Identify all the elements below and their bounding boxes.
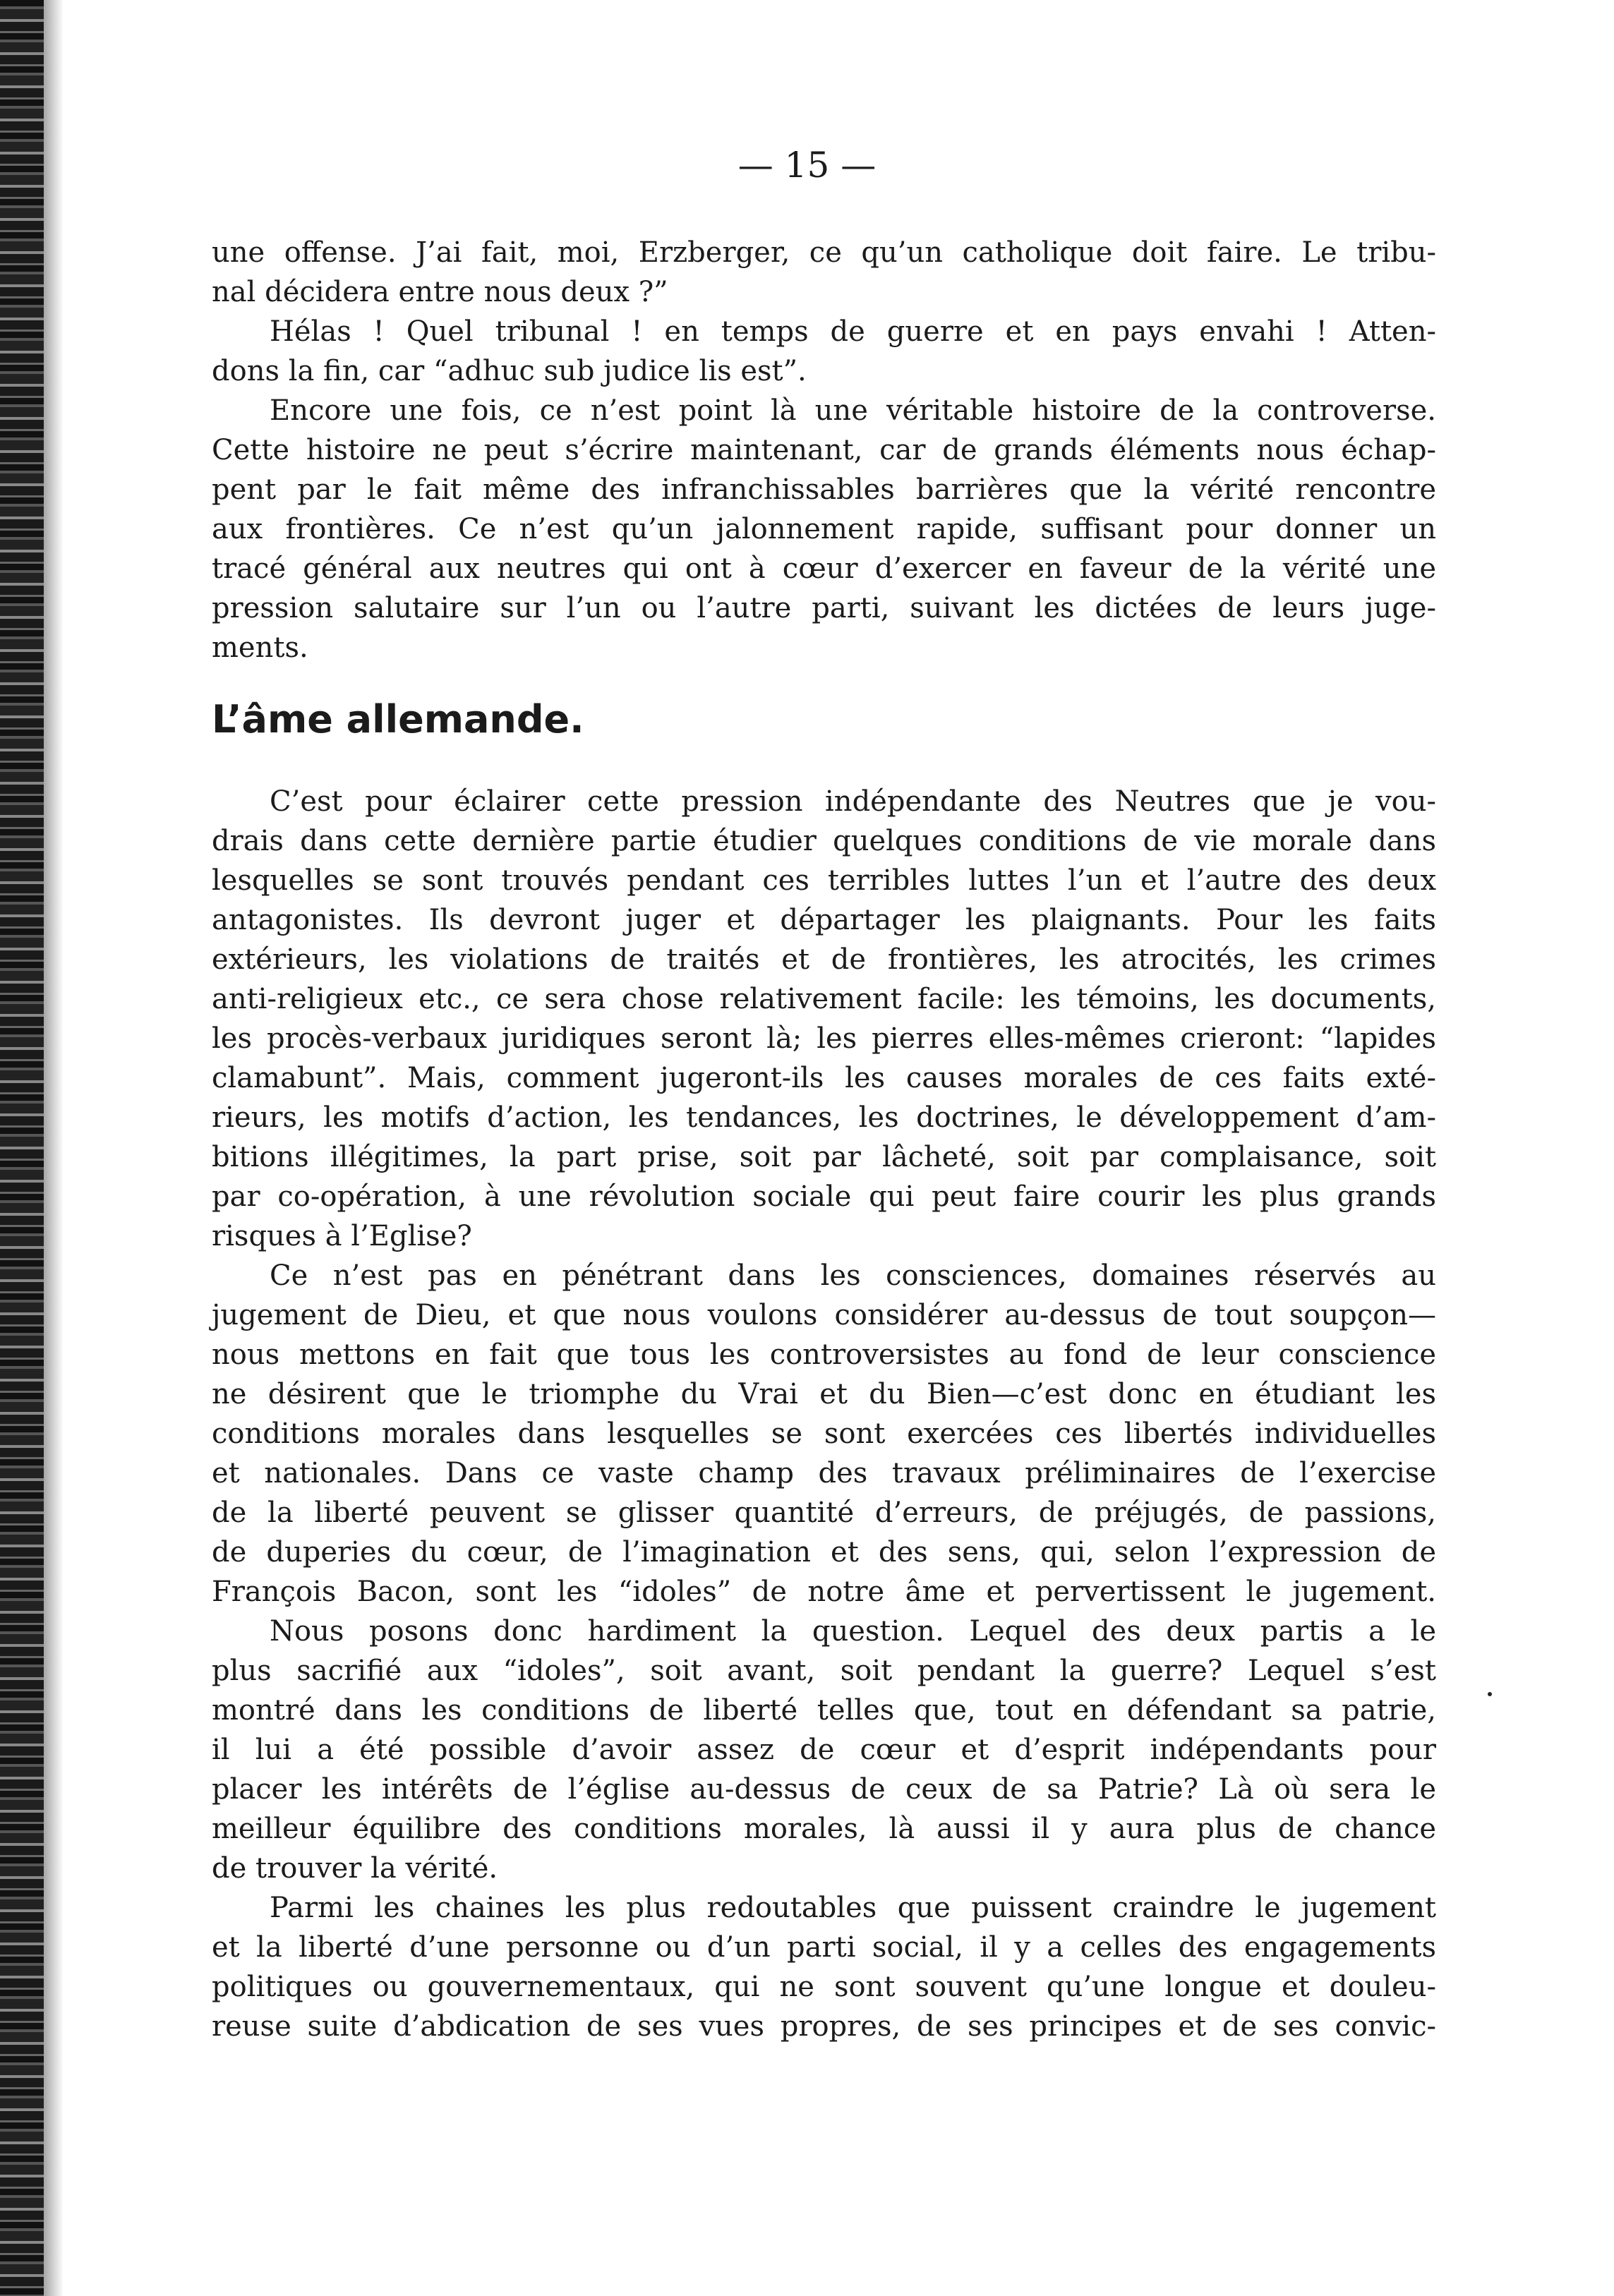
binding-shadow (44, 0, 64, 2296)
text-line: Cette histoire ne peut s’écrire maintenant, car de grands éléments nous échap- (212, 434, 1436, 466)
text-line: Encore une fois, ce n’est point là une véritable histoire de la controverse. (270, 394, 1436, 427)
text-line: Hélas ! Quel tribunal ! en temps de guerre et en pays envahi ! Atten- (270, 315, 1436, 348)
text-line: nal décidera entre nous deux ?” (212, 276, 668, 308)
text-line: nous mettons en fait que tous les controversistes au fond de leur conscience (212, 1339, 1436, 1371)
text-line: anti-religieux etc., ce sera chose relativement facile: les témoins, les documents, (212, 983, 1436, 1015)
page-number: — 15 — (737, 145, 877, 186)
text-line: rieurs, les motifs d’action, les tendances, les doctrines, le développement d’am- (212, 1101, 1436, 1134)
section-heading: L’âme allemande. (212, 697, 584, 742)
text-line: C’est pour éclairer cette pression indépendante des Neutres que je vou- (270, 785, 1436, 818)
intro-text-block (212, 233, 1436, 667)
text-line: les procès-verbaux juridiques seront là; les pierres elles-mêmes crieront: “lapides (212, 1022, 1436, 1055)
text-line: de duperies du cœur, de l’imagination et des sens, qui, selon l’expression de (212, 1536, 1436, 1569)
text-line: bitions illégitimes, la part prise, soit par lâcheté, soit par complaisance, soit (212, 1141, 1436, 1173)
text-line: tracé général aux neutres qui ont à cœur d’exercer en faveur de la vérité une (212, 552, 1436, 585)
text-line: conditions morales dans lesquelles se sont exercées ces libertés individuelles (212, 1418, 1436, 1450)
text-line: clamabunt”. Mais, comment jugeront-ils les causes morales de ces faits exté- (212, 1062, 1436, 1094)
text-line: Ce n’est pas en pénétrant dans les consciences, domaines réservés au (270, 1259, 1436, 1292)
text-line: Parmi les chaines les plus redoutables que puissent craindre le jugement (270, 1892, 1436, 1924)
text-line: drais dans cette dernière partie étudier quelques conditions de vie morale dans (212, 825, 1436, 857)
text-line: meilleur équilibre des conditions morales, là aussi il y aura plus de chance (212, 1813, 1436, 1845)
text-line: jugement de Dieu, et que nous voulons considérer au-dessus de tout soupçon— (212, 1299, 1436, 1331)
text-line: pression salutaire sur l’un ou l’autre parti, suivant les dictées de leurs juge- (212, 592, 1436, 624)
text-line: ne désirent que le triomphe du Vrai et du Bien—c’est donc en étudiant les (212, 1378, 1436, 1410)
text-line: lesquelles se sont trouvés pendant ces terribles luttes l’un et l’autre des deux (212, 864, 1436, 897)
text-line: et nationales. Dans ce vaste champ des travaux préliminaires de l’exercise (212, 1457, 1436, 1490)
text-line: Nous posons donc hardiment la question. Lequel des deux partis a le (270, 1615, 1436, 1648)
text-line: ments. (212, 632, 308, 664)
text-line: risques à l’Eglise? (212, 1220, 472, 1252)
text-line: et la liberté d’une personne ou d’un parti social, il y a celles des engagements (212, 1931, 1436, 1964)
scan-speck (1488, 1692, 1492, 1696)
text-line: antagonistes. Ils devront juger et départager les plaignants. Pour les faits (212, 904, 1436, 936)
text-line: il lui a été possible d’avoir assez de cœur et d’esprit indépendants pour (212, 1734, 1436, 1766)
text-line: dons la fin, car “adhuc sub judice lis est”. (212, 355, 807, 387)
text-line: aux frontières. Ce n’est qu’un jalonnement rapide, suffisant pour donner un (212, 513, 1436, 545)
text-line: une offense. J’ai fait, moi, Erzberger, ce qu’un catholique doit faire. Le tribu- (212, 236, 1436, 269)
scanned-binding-edge (0, 0, 44, 2296)
text-line: reuse suite d’abdication de ses vues propres, de ses principes et de ses convic- (212, 2010, 1436, 2043)
section-text-block (212, 782, 1436, 2046)
text-line: extérieurs, les violations de traités et de frontières, les atrocités, les crimes (212, 943, 1436, 976)
text-line: montré dans les conditions de liberté telles que, tout en défendant sa patrie, (212, 1694, 1436, 1727)
text-line: pent par le fait même des infranchissables barrières que la vérité rencontre (212, 473, 1436, 506)
text-line: politiques ou gouvernementaux, qui ne sont souvent qu’une longue et douleu- (212, 1971, 1436, 2003)
text-line: François Bacon, sont les “idoles” de notre âme et pervertissent le jugement. (212, 1576, 1436, 1608)
text-line: de trouver la vérité. (212, 1852, 498, 1885)
text-line: de la liberté peuvent se glisser quantité d’erreurs, de préjugés, de passions, (212, 1497, 1436, 1529)
text-line: placer les intérêts de l’église au-dessus de ceux de sa Patrie? Là où sera le (212, 1773, 1436, 1806)
text-line: plus sacrifié aux “idoles”, soit avant, soit pendant la guerre? Lequel s’est (212, 1655, 1436, 1687)
text-line: par co-opération, à une révolution sociale qui peut faire courir les plus grands (212, 1180, 1436, 1213)
